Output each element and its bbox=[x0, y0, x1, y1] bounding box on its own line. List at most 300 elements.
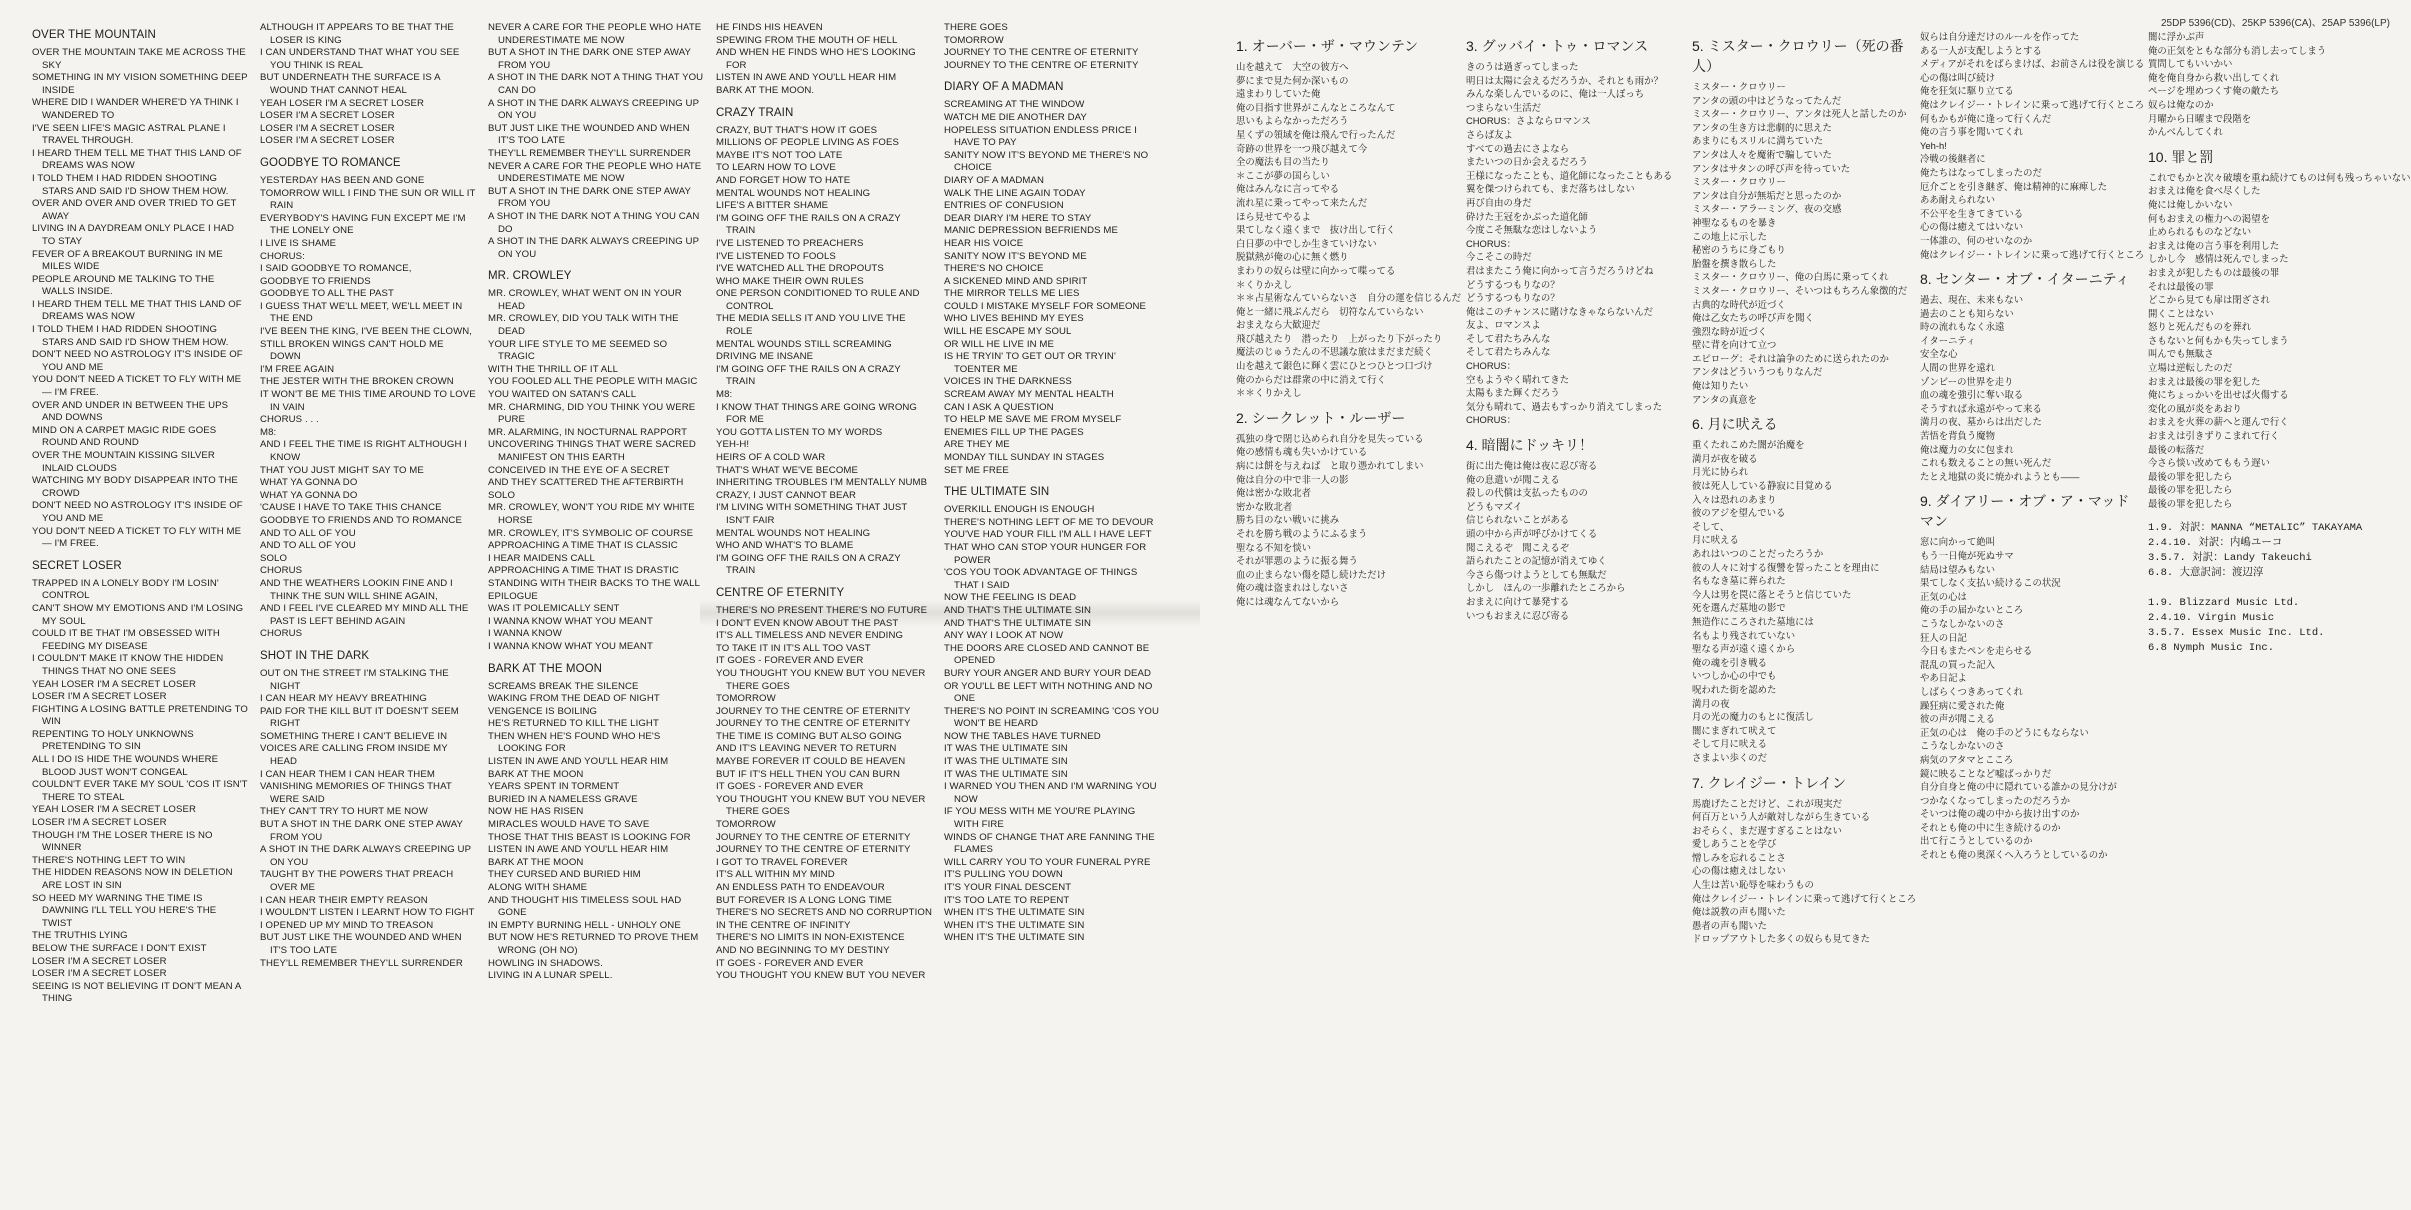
lyric-line: アンタの生き方は悲劇的に思えた bbox=[1692, 121, 1832, 133]
lyric-line: IT'S TOO LATE TO REPENT bbox=[944, 894, 1070, 906]
lyric-line: YOU WAITED ON SATAN'S CALL bbox=[488, 389, 637, 401]
lyric-line: 窓に向かって絶叫 bbox=[1920, 536, 1996, 548]
japanese-column-2 bbox=[1466, 30, 1682, 630]
lyric-line: PEOPLE AROUND ME TALKING TO THE WALLS INSIDE. bbox=[32, 273, 215, 298]
japanese-song-section bbox=[1466, 36, 1682, 427]
lyric-line: OR WILL HE LIVE IN ME bbox=[944, 338, 1054, 350]
lyric-line: SCREAMING AT THE WINDOW bbox=[944, 99, 1085, 111]
lyric-line: SCREAM AWAY MY MENTAL HEALTH bbox=[944, 389, 1114, 401]
lyric-line: 不公平を生きてきている bbox=[1920, 207, 2024, 219]
lyric-line: I'VE WATCHED ALL THE DROPOUTS bbox=[716, 263, 884, 275]
english-column-3 bbox=[488, 22, 704, 991]
lyric-line: 今さら傷つけようとしても無駄だ bbox=[1466, 568, 1607, 580]
lyric-line: 満月の夜 bbox=[1692, 697, 1730, 709]
lyric-line: AND THEY SCATTERED THE AFTERBIRTH bbox=[488, 477, 684, 489]
lyric-line: MENTAL WOUNDS NOT HEALING bbox=[716, 527, 871, 539]
english-song-section bbox=[716, 22, 932, 98]
song-title: 3. グッバイ・トゥ・ロマンス bbox=[1466, 38, 1649, 54]
lyric-line: 名もより残されていない bbox=[1692, 629, 1796, 641]
lyric-line: 結局は望みもない bbox=[1920, 563, 1996, 575]
english-song-section bbox=[944, 80, 1160, 477]
lyric-line: THE TRUTHIS LYING bbox=[32, 930, 128, 942]
lyric-line: BARK AT THE MOON. bbox=[716, 84, 815, 96]
lyric-line: I WANNA KNOW WHAT YOU MEANT bbox=[488, 640, 653, 652]
lyric-line: WHO AND WHAT'S TO BLAME bbox=[716, 540, 854, 552]
english-song-section bbox=[260, 156, 476, 641]
japanese-song-section bbox=[1466, 435, 1682, 622]
lyric-line: I CAN HEAR THEM I CAN HEAR THEM bbox=[260, 768, 435, 780]
lyric-line: IT WAS THE ULTIMATE SIN bbox=[944, 743, 1068, 755]
translation-credits bbox=[2148, 521, 2364, 656]
lyric-line: どうもマズイ bbox=[1466, 500, 1523, 512]
lyric-line: 勝ち目のない戦いに挑み bbox=[1236, 514, 1340, 526]
lyric-line: A SICKENED MIND AND SPIRIT bbox=[944, 275, 1088, 287]
song-title: 10. 罪と罰 bbox=[2148, 148, 2214, 165]
lyric-line: SCREAMS BREAK THE SILENCE bbox=[488, 680, 639, 692]
lyric-line: GOODBYE TO FRIENDS AND TO ROMANCE bbox=[260, 514, 462, 526]
lyric-line: IT GOES - FOREVER AND EVER bbox=[716, 781, 864, 793]
lyric-line: 正気の心は bbox=[1920, 590, 1967, 602]
credit-line: 3.5.7. 対訳：Landy Takeuchi bbox=[2148, 551, 2312, 564]
lyric-line: この地上に示した bbox=[1692, 230, 1768, 242]
japanese-column-1 bbox=[1236, 30, 1462, 617]
lyric-line: ARE THEY ME bbox=[944, 439, 1010, 451]
lyric-line: 殺しの代償は支払ったものの bbox=[1466, 487, 1588, 499]
lyric-line: 病気のアタマとこころ bbox=[1920, 753, 2014, 765]
lyric-line: MR. CHARMING, DID YOU THINK YOU WERE PURE bbox=[488, 401, 696, 426]
lyric-line: BARK AT THE MOON bbox=[488, 856, 584, 868]
lyric-line: 俺の魂を引き戦る bbox=[1692, 656, 1768, 668]
lyric-line: Yeh-h! bbox=[1920, 139, 1947, 151]
lyric-line: 壁に背を向けて立つ bbox=[1692, 339, 1777, 351]
lyric-line: 俺の正気をともな部分も消し去ってしまう bbox=[2148, 44, 2327, 56]
lyric-line: AND NO BEGINNING TO MY DESTINY bbox=[716, 944, 890, 956]
lyric-line: 奴らは自分達だけのルールを作ってた bbox=[1920, 31, 2080, 42]
japanese-song-section bbox=[1692, 36, 1908, 406]
lyric-line: 月に吠える bbox=[1692, 534, 1739, 546]
lyric-line: 苦悟を背負う魔物 bbox=[1920, 430, 1996, 442]
lyric-line: SEEING IS NOT BELIEVING IT DON'T MEAN A THING bbox=[32, 980, 241, 1005]
lyric-line: あまりにもスリルに満ちていた bbox=[1692, 135, 1824, 147]
lyric-line: 闇に浮かぶ声 bbox=[2148, 31, 2205, 42]
english-song-section bbox=[488, 662, 704, 983]
lyric-line: ALL I DO IS HIDE THE WOUNDS WHERE BLOOD JUST WON'T CONGEAL bbox=[32, 754, 219, 778]
lyric-line: 俺と一緒に飛ぶんだら 切符なんていらない bbox=[1236, 305, 1424, 317]
lyric-line: THOSE THAT THIS BEAST IS LOOKING FOR bbox=[488, 831, 691, 843]
lyric-line: WHO MAKE THEIR OWN RULES bbox=[716, 275, 864, 287]
lyric-line: I'M FREE AGAIN bbox=[260, 363, 335, 375]
lyric-line: みんな楽しんでいるのに、俺は一人ぼっち bbox=[1466, 88, 1645, 100]
lyric-line: 満月が夜を破る bbox=[1692, 452, 1758, 464]
lyric-line: イターニティ bbox=[1920, 334, 1976, 346]
lyric-line: IS HE TRYIN' TO GET OUT OR TRYIN' TOENTER ME bbox=[944, 351, 1116, 375]
song-title: MR. CROWLEY bbox=[488, 270, 572, 283]
lyric-line: 今こそこの時だ bbox=[1466, 251, 1532, 263]
lyric-line: OVER AND OVER AND OVER TRIED TO GET AWAY bbox=[32, 198, 237, 222]
lyric-line: おまえが犯したものは最後の罪 bbox=[2148, 266, 2280, 278]
english-column-4 bbox=[716, 22, 932, 991]
japanese-song-section bbox=[2148, 147, 2411, 511]
lyric-line: 聖なる声が遠く遠くから bbox=[1692, 643, 1796, 655]
lyric-line: MENTAL WOUNDS STILL SCREAMING bbox=[716, 338, 892, 350]
lyric-line: MILLIONS OF PEOPLE LIVING AS FOES bbox=[716, 137, 899, 149]
japanese-song-section bbox=[1920, 269, 2136, 483]
english-column-2 bbox=[260, 22, 476, 978]
lyric-line: THEY'LL REMEMBER THEY'LL SURRENDER bbox=[260, 957, 463, 969]
lyric-line: 古典的な時代が近づく bbox=[1692, 298, 1786, 310]
lyric-line: 思いもよらなかっただろう bbox=[1236, 115, 1349, 127]
japanese-column-5 bbox=[2148, 30, 2411, 656]
lyric-line: 山を越えて 大空の彼方へ bbox=[1236, 61, 1349, 72]
lyric-line: 強烈な時が近づく bbox=[1692, 325, 1768, 337]
lyric-line: 冷戦の後継者に bbox=[1920, 153, 1986, 165]
lyric-line: BUT A SHOT IN THE DARK ONE STEP AWAY FROM YOU bbox=[260, 819, 463, 843]
lyric-line: 鏡に映ることなど嘘ばっかりだ bbox=[1920, 767, 2052, 779]
lyric-line: ミスター・クロウリー、アンタは死人と話したのか bbox=[1692, 108, 1907, 120]
lyric-line: I'VE BEEN THE KING, I'VE BEEN THE CLOWN, bbox=[260, 326, 473, 338]
lyric-line: GOODBYE TO FRIENDS bbox=[260, 275, 371, 287]
lyric-line: 彼の声が聞こえる bbox=[1920, 713, 1996, 725]
lyric-line: 愚者の声も聞いた bbox=[1692, 919, 1768, 931]
lyric-line: TOMORROW bbox=[716, 819, 776, 831]
lyric-line: REPENTING TO HOLY UNKNOWNS PRETENDING TO SIN bbox=[32, 728, 194, 753]
lyric-line: I CAN UNDERSTAND THAT WHAT YOU SEE YOU THINK IS REAL bbox=[260, 47, 460, 71]
lyric-line: YEAH LOSER I'M A SECRET LOSER bbox=[32, 678, 196, 690]
lyric-line: THEY CURSED AND BURIED HIM bbox=[488, 869, 641, 881]
lyric-line: WHO LIVES BEHIND MY EYES bbox=[944, 313, 1084, 325]
lyric-line: THEY'LL REMEMBER THEY'LL SURRENDER bbox=[488, 147, 691, 159]
lyric-line: BUT JUST LIKE THE WOUNDED AND WHEN IT'S TOO LATE bbox=[488, 122, 690, 147]
lyric-line: DON'T NEED NO ASTROLOGY IT'S INSIDE OF YOU AND ME bbox=[32, 500, 243, 524]
lyric-line: LIVING IN A LUNAR SPELL. bbox=[488, 970, 613, 982]
lyric-line: 自分自身と俺の中に隠れている誰かの見分けが bbox=[1920, 781, 2117, 793]
lyric-line: しばらくつきあってくれ bbox=[1920, 685, 2024, 697]
lyric-line: そうすれば永遠がやって来る bbox=[1920, 402, 2042, 414]
english-song-section bbox=[32, 559, 248, 1006]
lyric-line: YEAH LOSER I'M A SECRET LOSER bbox=[32, 804, 196, 816]
lyric-line: I'VE SEEN LIFE'S MAGIC ASTRAL PLANE I TRAVEL THROUGH. bbox=[32, 122, 226, 147]
song-title: 1. オーバー・ザ・マウンテン bbox=[1236, 38, 1419, 54]
japanese-song-section bbox=[1692, 414, 1908, 764]
song-title: 8. センター・オブ・イターニティ bbox=[1920, 271, 2130, 288]
lyric-line: TOMORROW bbox=[944, 34, 1004, 46]
lyric-line: 脱獄熱が俺の心に無く燃り bbox=[1236, 251, 1349, 263]
lyric-line: I'VE LISTENED TO FOOLS bbox=[716, 250, 836, 262]
lyric-line: どこから見ても扉は閉ざされ bbox=[2148, 294, 2270, 306]
lyric-line: COULDN'T EVER TAKE MY SOUL 'COS IT ISN'T THERE TO STEAL bbox=[32, 779, 248, 803]
lyric-line: 何もおまえの権力への渇望を bbox=[2148, 212, 2270, 224]
lyric-line: LOSER I'M A SECRET LOSER bbox=[260, 135, 395, 147]
lyric-line: OUT ON THE STREET I'M STALKING THE NIGHT bbox=[260, 667, 449, 692]
lyric-line: 気分も晴れて、過去もすっかり消えてしまった bbox=[1466, 400, 1663, 412]
lyric-line: I LIVE IS SHAME bbox=[260, 237, 337, 249]
lyric-line: WILL CARRY YOU TO YOUR FUNERAL PYRE bbox=[944, 856, 1151, 868]
lyric-line: こうなしかないのさ bbox=[1920, 617, 2005, 629]
credit-line: 2.4.10. 対訳：内嶋ユーコ bbox=[2148, 536, 2283, 549]
song-title: BARK AT THE MOON bbox=[488, 662, 603, 675]
lyric-line: SOLO bbox=[260, 552, 288, 564]
lyric-line: どうするつもりなの？ bbox=[1466, 292, 1560, 304]
lyric-line: WHAT YA GONNA DO bbox=[260, 489, 358, 501]
lyric-line: 友よ、ロマンスよ bbox=[1466, 319, 1541, 331]
lyric-line: HE FINDS HIS HEAVEN bbox=[716, 22, 823, 33]
lyric-line: DIARY OF A MADMAN bbox=[944, 174, 1044, 186]
lyric-line: M8: bbox=[716, 389, 733, 401]
lyric-line: 孤独の身で閉じ込められ自分を見失っている bbox=[1236, 432, 1424, 444]
song-title: OVER THE MOUNTAIN bbox=[32, 29, 156, 41]
lyric-line: NEVER A CARE FOR THE PEOPLE WHO HATE UNDERESTIMATE ME NOW bbox=[488, 160, 702, 185]
lyric-line: THE MIRROR TELLS ME LIES bbox=[944, 288, 1080, 300]
lyric-line: 山を越えて銀色に輝く雲にひとつひとつ口づけ bbox=[1236, 360, 1433, 372]
lyric-line: CAN'T SHOW MY EMOTIONS AND I'M LOSING MY SOUL bbox=[32, 602, 244, 627]
lyric-line: WHAT YA GONNA DO bbox=[260, 477, 358, 489]
lyric-line: 今人は男を罠に落とそうと信じていた bbox=[1692, 588, 1852, 600]
lyric-line: 心の傷は叫び続け bbox=[1920, 71, 1996, 83]
credit-line: 6.8 Nymph Music Inc. bbox=[2148, 641, 2275, 654]
lyric-line: YOU THOUGHT YOU KNEW BUT YOU NEVER bbox=[716, 970, 926, 982]
lyric-line: SO HEED MY WARNING THE TIME IS DAWNING I'LL TELL YOU HERE'S THE TWIST bbox=[32, 892, 217, 929]
lyric-line: YOU DON'T NEED A TICKET TO FLY WITH ME — I'M FREE. bbox=[32, 374, 242, 399]
lyric-line: おまえは俺の言う事を利用した bbox=[2148, 239, 2280, 251]
lyric-line: これでもかと次々破壊を重ね続けてものは何も残っちゃいない bbox=[2148, 171, 2411, 183]
lyric-line: EPILOGUE bbox=[488, 590, 538, 602]
lyric-line: YEAH LOSER I'M A SECRET LOSER bbox=[260, 97, 424, 109]
lyric-line: 王様になったことも、道化師になったこともある bbox=[1466, 169, 1673, 181]
lyric-line: COULD IT BE THAT I'M OBSESSED WITH FEEDING MY DISEASE bbox=[32, 628, 220, 652]
lyric-line: FIGHTING A LOSING BATTLE PRETENDING TO WIN bbox=[32, 703, 248, 728]
lyric-line: DEAR DIARY I'M HERE TO STAY bbox=[944, 212, 1092, 224]
lyric-line: CHORUS：さよならロマンス bbox=[1466, 115, 1591, 127]
lyric-line: 厄介ごとを引き継ぎ、俺は精神的に麻痺した bbox=[1920, 180, 2108, 192]
lyric-line: THE JESTER WITH THE BROKEN CROWN bbox=[260, 376, 454, 388]
lyric-line: ミスター・アラーミング、夜の交感 bbox=[1692, 203, 1842, 215]
lyric-line: どうするつもりなの？ bbox=[1466, 278, 1560, 290]
lyric-line: PAID FOR THE KILL BUT IT DOESN'T SEEM RIGHT bbox=[260, 705, 459, 730]
lyric-line: こうなしかないのさ bbox=[1920, 740, 2005, 752]
lyric-line: MR. ALARMING, IN NOCTURNAL RAPPORT bbox=[488, 426, 688, 438]
lyric-line: 俺の感情も魂も失いかけている bbox=[1236, 446, 1368, 458]
lyric-line: 入々は恐れのあまり bbox=[1692, 493, 1777, 505]
lyric-line: YEARS SPENT IN TORMENT bbox=[488, 781, 620, 793]
lyric-line: YOUR LIFE STYLE TO ME SEEMED SO TRAGIC bbox=[488, 338, 668, 363]
credit-line: 1.9. 対訳：MANNA “METALIC” TAKAYAMA bbox=[2148, 521, 2363, 534]
lyric-line: I'M GOING OFF THE RAILS ON A CRAZY TRAIN bbox=[716, 212, 901, 237]
lyric-line: 再び自由の身だ bbox=[1466, 196, 1532, 208]
lyric-line: I TOLD THEM I HAD RIDDEN SHOOTING STARS AND SAID I'D SHOW THEM HOW. bbox=[32, 172, 229, 197]
lyric-line: OVER AND UNDER IN BETWEEN THE UPS AND DOWNS bbox=[32, 399, 229, 424]
lyric-line: ＊＊占星術なんていらないさ 自分の運を信じるんだ bbox=[1236, 292, 1462, 304]
lyric-line: I'M LIVING WITH SOMETHING THAT JUST ISN'T FAIR bbox=[716, 502, 908, 526]
lyric-line: GOODBYE TO ALL THE PAST bbox=[260, 288, 394, 300]
japanese-column-4 bbox=[1920, 30, 2145, 870]
lyric-line: いつもおまえに忍び寄る bbox=[1466, 609, 1570, 621]
lyric-line: 最後の転落だ bbox=[2148, 443, 2205, 455]
lyric-line: WAKING FROM THE DEAD OF NIGHT bbox=[488, 693, 660, 705]
lyric-line: AND THE WEATHERS LOOKIN FINE AND I THINK THE SUN WILL SHINE AGAIN, bbox=[260, 577, 453, 602]
lyric-line: ＊＊くりかえし bbox=[1236, 387, 1302, 399]
lyric-line: それとも俺の奥深くへ入ろうとしているのか bbox=[1920, 849, 2108, 861]
lyric-line: 今日もまたペンを走らせる bbox=[1920, 645, 2033, 657]
lyric-line: LISTEN IN AWE AND YOU'LL HEAR HIM bbox=[488, 844, 669, 856]
lyric-line: OVER THE MOUNTAIN TAKE ME ACROSS THE SKY bbox=[32, 47, 246, 71]
lyric-line: IN EMPTY BURNING HELL - UNHOLY ONE bbox=[488, 919, 681, 931]
lyric-line: 質問してもいいかい bbox=[2148, 58, 2233, 70]
lyric-line: IT'S ALL WITHIN MY MIND bbox=[716, 869, 835, 881]
lyric-line: HEAR HIS VOICE bbox=[944, 237, 1024, 249]
lyric-line: INHERITING TROUBLES I'M MENTALLY NUMB bbox=[716, 477, 928, 489]
lyric-line: LISTEN IN AWE AND YOU'LL HEAR HIM bbox=[716, 72, 897, 84]
lyric-line: BUT UNDERNEATH THE SURFACE IS A WOUND THAT CANNOT HEAL bbox=[260, 72, 441, 96]
lyric-line: ANY WAY I LOOK AT NOW bbox=[944, 630, 1064, 642]
lyric-line: 明日は太陽に会えるだろうか、それとも雨か？ bbox=[1466, 74, 1663, 86]
lyric-line: WHEN IT'S THE ULTIMATE SIN bbox=[944, 932, 1085, 944]
lyric-line: 躁狂病に愛された俺 bbox=[1920, 699, 2005, 711]
lyric-line: CHORUS： bbox=[1466, 414, 1517, 426]
lyric-line: APPROACHING A TIME THAT IS CLASSIC bbox=[488, 540, 678, 552]
lyric-line: ゾンビーの世界を走り bbox=[1920, 375, 2014, 387]
lyric-line: THERE'S NO LIMITS IN NON-EXISTENCE bbox=[716, 932, 905, 944]
lyric-line: MR. CROWLEY, DID YOU TALK WITH THE DEAD bbox=[488, 313, 679, 338]
lyric-line: TOMORROW WILL I FIND THE SUN OR WILL IT RAIN bbox=[260, 187, 476, 212]
lyric-line: 心の傷は癒えはしない bbox=[1692, 865, 1786, 877]
lyric-line: 止められるものなどない bbox=[2148, 226, 2252, 238]
lyric-line: 重くたれこめた闇が治魔を bbox=[1692, 439, 1805, 451]
lyric-line: NOW HE HAS RISEN bbox=[488, 806, 584, 818]
japanese-song-section bbox=[1920, 30, 2145, 261]
lyric-line: IT WAS THE ULTIMATE SIN bbox=[944, 756, 1068, 768]
lyric-line: 月の光の魔力のもとに復活し bbox=[1692, 711, 1814, 723]
lyric-line: BUT A SHOT IN THE DARK ONE STEP AWAY FROM YOU bbox=[488, 47, 691, 71]
credit-line bbox=[2148, 581, 2364, 596]
lyric-line: 果てしなく支払い続けるこの状況 bbox=[1920, 577, 2061, 589]
lyric-line: 立場は逆転したのだ bbox=[2148, 362, 2233, 374]
lyric-line: BURIED IN A NAMELESS GRAVE bbox=[488, 793, 638, 805]
lyric-line: AN ENDLESS PATH TO ENDEAVOUR bbox=[716, 882, 885, 893]
lyric-line: OR YOU'LL BE LEFT WITH NOTHING AND NO ONE bbox=[944, 680, 1153, 705]
lyric-line: IT WAS THE ULTIMATE SIN bbox=[944, 768, 1068, 780]
lyric-line: THAT'S WHAT WE'VE BECOME bbox=[716, 464, 858, 476]
lyric-line: LOSER I'M A SECRET LOSER bbox=[260, 110, 395, 122]
lyric-line: I HEAR MAIDENS CALL bbox=[488, 552, 595, 564]
lyric-line: A SHOT IN THE DARK NOT A THING THAT YOU CAN DO bbox=[488, 72, 704, 96]
lyric-line: 太陽もまた輝くだろう bbox=[1466, 387, 1560, 399]
lyric-line: やあ日記よ bbox=[1920, 672, 1967, 684]
lyric-line: 俺は知りたい bbox=[1692, 380, 1749, 392]
lyric-line: きのうは過ぎってしまった bbox=[1466, 61, 1579, 72]
lyric-line: JOURNEY TO THE CENTRE OF ETERNITY bbox=[716, 831, 911, 843]
credit-line: 6.8. 大意訳詞：渡辺淳 bbox=[2148, 566, 2264, 579]
song-title: CRAZY TRAIN bbox=[716, 106, 794, 119]
lyric-line: MIND ON A CARPET MAGIC RIDE GOES ROUND AND ROUND bbox=[32, 424, 217, 449]
lyric-line: 何百万という人が敵対しながら生きている bbox=[1692, 811, 1871, 823]
lyric-line: アンタは人々を魔術で騙していた bbox=[1692, 148, 1832, 160]
lyric-line: 君はまたこう俺に向かって言うだろうけどね bbox=[1466, 264, 1654, 276]
lyric-line: THEN WHEN HE'S FOUND WHO HE'S LOOKING FOR bbox=[488, 730, 661, 755]
lyric-line: ＊くりかえし bbox=[1236, 278, 1293, 290]
lyric-line: EVERYBODY'S HAVING FUN EXCEPT ME I'M THE LONELY ONE bbox=[260, 212, 466, 237]
lyric-line: AND THAT'S THE ULTIMATE SIN bbox=[944, 604, 1092, 616]
lyric-line: IT GOES - FOREVER AND EVER bbox=[716, 957, 864, 969]
lyric-line: NEVER A CARE FOR THE PEOPLE WHO HATE UNDERESTIMATE ME NOW bbox=[488, 22, 702, 46]
lyric-line: すべての過去にさよなら bbox=[1466, 142, 1569, 154]
lyric-line: LISTEN IN AWE AND YOU'LL HEAR HIM bbox=[488, 756, 669, 768]
lyric-line: SET ME FREE bbox=[944, 464, 1009, 476]
lyric-line: それを勝ち戦のようにふるまう bbox=[1236, 528, 1368, 539]
lyric-line: BUT A SHOT IN THE DARK ONE STEP AWAY FROM YOU bbox=[488, 185, 691, 210]
lyric-line: 空もようやく晴れてきた bbox=[1466, 373, 1570, 385]
lyric-line: IT GOES - FOREVER AND EVER bbox=[716, 655, 864, 667]
lyric-line: CRAZY, BUT THAT'S HOW IT GOES bbox=[716, 124, 878, 136]
lyric-line: APPROACHING A TIME THAT IS DRASTIC bbox=[488, 565, 679, 577]
lyric-line: またいつの日か会えるだろう bbox=[1466, 156, 1588, 168]
lyric-line: ENEMIES FILL UP THE PAGES bbox=[944, 426, 1084, 438]
lyric-line: JOURNEY TO THE CENTRE OF ETERNITY bbox=[944, 47, 1139, 59]
lyric-line: CHORUS： bbox=[1466, 360, 1517, 372]
lyric-line: I'VE LISTENED TO PREACHERS bbox=[716, 237, 864, 249]
lyric-line: TO LEARN HOW TO LOVE bbox=[716, 162, 836, 174]
lyric-line: もう一日俺が死ぬサマ bbox=[1920, 550, 2014, 561]
lyric-line: 流れ星に乗ってやって来たんだ bbox=[1236, 196, 1368, 208]
lyric-line: 今度こそ無駄な恋はしないよう bbox=[1466, 224, 1598, 236]
lyric-line: 夢にまで見た何か深いもの bbox=[1236, 74, 1349, 86]
lyric-line: 全の魔法も目の当たり bbox=[1236, 156, 1330, 168]
lyric-line: WAS IT POLEMICALLY SENT bbox=[488, 603, 620, 615]
japanese-song-section bbox=[1236, 408, 1452, 609]
lyric-line: 俺は説教の声も聞いた bbox=[1692, 906, 1786, 918]
song-title: GOODBYE TO ROMANCE bbox=[260, 156, 401, 169]
lyric-line: 愛しあうことを学び bbox=[1692, 838, 1777, 850]
lyric-line: NOW THE FEELING IS DEAD bbox=[944, 592, 1077, 604]
lyric-line: MR. CROWLEY, IT'S SYMBOLIC OF COURSE bbox=[488, 527, 694, 539]
lyric-line: VOICES IN THE DARKNESS bbox=[944, 376, 1072, 388]
lyric-line: 俺はクレイジー・トレインに乗って逃げて行くところ bbox=[1920, 98, 2145, 110]
lyric-line: おまえを火葬の薪へと運んで行く bbox=[2148, 416, 2289, 428]
lyric-line: MAYBE FOREVER IT COULD BE HEAVEN bbox=[716, 756, 906, 768]
lyric-line: 俺たちはなってしまったのだ bbox=[1920, 166, 2042, 178]
lyric-line: 信じられないことがある bbox=[1466, 514, 1570, 526]
lyric-line: アンタは自分が無垢だと思ったのか bbox=[1692, 189, 1842, 201]
lyric-line: AND FORGET HOW TO HATE bbox=[716, 174, 851, 186]
lyric-line: これも数えることの無い死んだ bbox=[1920, 457, 2052, 469]
lyric-line: 俺の目指す世界がこんなところなんて bbox=[1236, 101, 1396, 113]
lyric-line: WATCH ME DIE ANOTHER DAY bbox=[944, 111, 1087, 123]
song-title: CENTRE OF ETERNITY bbox=[716, 586, 845, 599]
lyric-line: 叫んでも無駄さ bbox=[2148, 348, 2214, 360]
lyric-line: LOSER I'M A SECRET LOSER bbox=[32, 955, 167, 967]
lyric-line: A SHOT IN THE DARK ALWAYS CREEPING UP ON YOU bbox=[488, 236, 699, 260]
lyric-line: CRAZY, I JUST CANNOT BEAR bbox=[716, 489, 857, 501]
lyric-line: TAUGHT BY THE POWERS THAT PREACH OVER ME bbox=[260, 869, 454, 893]
lyric-line: 奇跡の世界を一つ飛び越えて今 bbox=[1236, 142, 1368, 154]
lyric-line: そして月に吠える bbox=[1692, 738, 1768, 750]
lyric-line: I GUESS THAT WE'LL MEET, WE'LL MEET IN THE END bbox=[260, 300, 463, 325]
lyric-line: LIVING IN A DAYDREAM ONLY PLACE I HAD TO STAY bbox=[32, 223, 235, 247]
english-song-section bbox=[944, 22, 1160, 72]
lyric-line: OVERKILL ENOUGH IS ENOUGH bbox=[944, 504, 1095, 516]
lyric-line: 俺はみんなに言ってやる bbox=[1236, 183, 1340, 195]
lyric-line: ENTRIES OF CONFUSION bbox=[944, 200, 1064, 212]
lyric-line: 今さら惔い改めてももう遅い bbox=[2148, 457, 2270, 469]
song-title: 7. クレイジー・トレイン bbox=[1692, 774, 1847, 791]
lyric-line: 遠まわりしていた俺 bbox=[1236, 88, 1321, 100]
lyric-line: THAT YOU JUST MIGHT SAY TO ME bbox=[260, 464, 424, 476]
lyric-line: 秘密のうちに身ごもり bbox=[1692, 244, 1786, 256]
lyric-line: ああ耐えられない bbox=[1920, 194, 1996, 206]
lyric-line: おまえは最後の罪を犯した bbox=[2148, 375, 2261, 387]
lyric-line: VENGENCE IS BOILING bbox=[488, 705, 598, 717]
lyric-line: 彼は死人している静寂に目覚める bbox=[1692, 480, 1833, 492]
lyric-line: STANDING WITH THEIR BACKS TO THE WALL bbox=[488, 577, 700, 589]
